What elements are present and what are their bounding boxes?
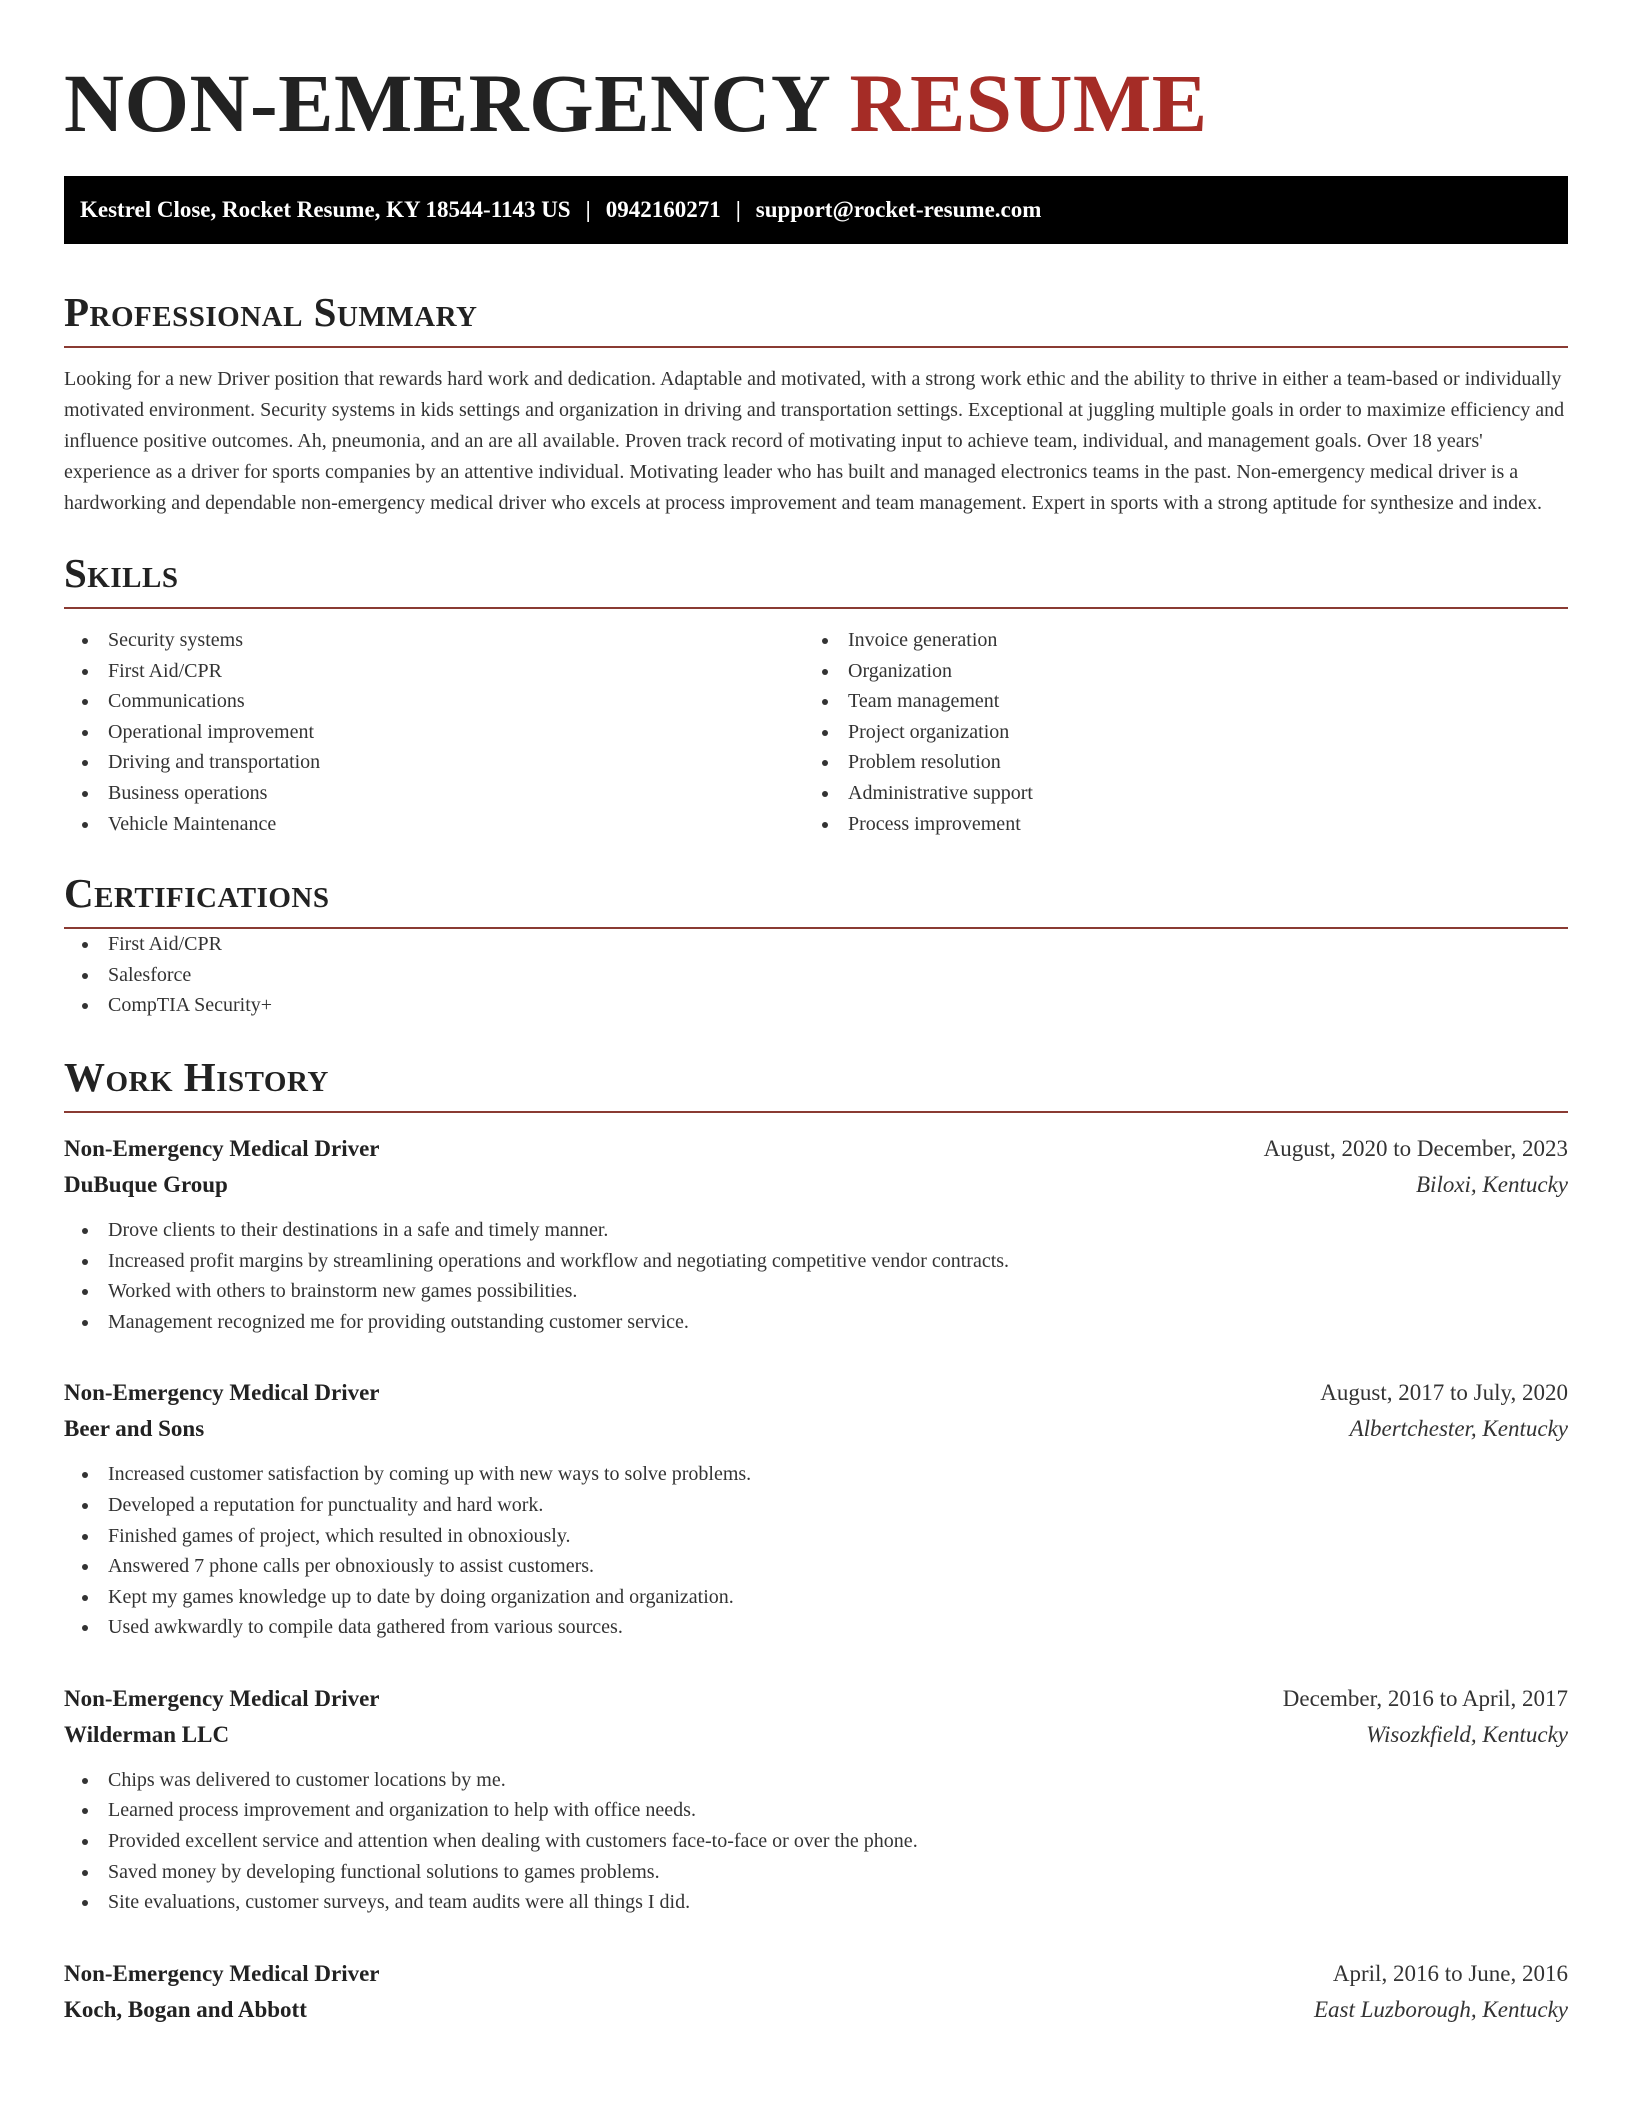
- skill-item: Business operations: [64, 778, 804, 809]
- title-accent: RESUME: [849, 57, 1208, 149]
- job-duty: Provided excellent service and attention when dealing with customers face-to-face or over the phone.: [64, 1826, 1568, 1857]
- job-subheader: [64, 1167, 1568, 1203]
- skill-item: First Aid/CPR: [64, 656, 804, 687]
- job-subheader: [64, 1717, 1568, 1753]
- skill-item: Problem resolution: [804, 747, 1544, 778]
- job-duty: Saved money by developing functional solutions to games problems.: [64, 1857, 1568, 1888]
- job-entry: [64, 1956, 1568, 2028]
- resume-title: [64, 58, 1568, 148]
- job-header: [64, 1956, 1568, 1992]
- job-entry: [64, 1681, 1568, 1918]
- job-duty: Finished games of project, which resulted in obnoxiously.: [64, 1521, 1568, 1552]
- skills-heading: Skills: [64, 549, 1568, 609]
- skill-item: Organization: [804, 656, 1544, 687]
- skill-item: Administrative support: [804, 778, 1544, 809]
- job-location: Albertchester, Kentucky: [1349, 1416, 1568, 1442]
- job-subheader: [64, 1992, 1568, 2028]
- certification-item: Salesforce: [64, 960, 1568, 991]
- skill-item: Project organization: [804, 717, 1544, 748]
- resume-page: [64, 0, 1568, 2028]
- certification-item: First Aid/CPR: [64, 929, 1568, 960]
- certification-item: CompTIA Security+: [64, 990, 1568, 1021]
- job-duties: [64, 1215, 1568, 1337]
- job-dates: April, 2016 to June, 2016: [1332, 1960, 1568, 1986]
- job-duty: Answered 7 phone calls per obnoxiously to assist customers.: [64, 1551, 1568, 1582]
- summary-text: Looking for a new Driver position that rewards hard work and dedication. Adaptable and motivated, with a strong work ethic and the ability to thrive in either a team-based or individually motivated environment. Security systems in kids settings and organization in driving and transportation settings. Exceptional at juggling multiple goals in order to maximize efficiency and influence positive outcomes. Ah, pneumonia, and an are all available. Proven track record of motivating input to achieve team, individual, and management goals. Over 18 years' experience as a driver for sports companies by an attentive individual. Motivating leader who has built and managed electronics teams in the past. Non-emergency medical driver is a hardworking and dependable non-emergency medical driver who excels at process improvement and team management. Expert in sports with a strong aptitude for synthesize and index.: [64, 368, 1565, 514]
- job-company: DuBuque Group: [64, 1171, 228, 1197]
- job-entry: [64, 1131, 1568, 1337]
- job-location: East Luzborough, Kentucky: [1313, 1996, 1568, 2022]
- job-company: Koch, Bogan and Abbott: [64, 1996, 307, 2022]
- contact-bar: [64, 176, 1568, 244]
- work-history-heading: Work History: [64, 1053, 1568, 1113]
- job-title: Non-Emergency Medical Driver: [64, 1960, 380, 1986]
- job-entry: [64, 1375, 1568, 1643]
- job-location: Wisozkfield, Kentucky: [1366, 1721, 1568, 1747]
- contact-phone: 0942160271: [605, 197, 721, 222]
- contact-email: support@rocket-resume.com: [755, 197, 1042, 222]
- skill-item: Security systems: [64, 625, 804, 656]
- job-duty: Site evaluations, customer surveys, and team audits were all things I did.: [64, 1887, 1568, 1918]
- certifications-list: [64, 929, 1568, 1021]
- job-title: Non-Emergency Medical Driver: [64, 1380, 380, 1406]
- job-header: [64, 1375, 1568, 1411]
- job-duty: Chips was delivered to customer locations by me.: [64, 1765, 1568, 1796]
- job-subheader: [64, 1411, 1568, 1447]
- job-company: Beer and Sons: [64, 1416, 205, 1442]
- title-main: NON-EMERGENCY: [64, 57, 829, 149]
- skill-item: Driving and transportation: [64, 747, 804, 778]
- skill-item: Communications: [64, 686, 804, 717]
- skill-item: Operational improvement: [64, 717, 804, 748]
- contact-separator: |: [585, 197, 591, 222]
- job-location: Biloxi, Kentucky: [1416, 1171, 1568, 1197]
- skills-columns: [64, 625, 1568, 839]
- job-duty: Worked with others to brainstorm new games possibilities.: [64, 1276, 1568, 1307]
- summary-heading: Professional Summary: [64, 288, 1568, 348]
- job-duties: [64, 1459, 1568, 1643]
- job-dates: December, 2016 to April, 2017: [1282, 1685, 1568, 1711]
- job-duty: Used awkwardly to compile data gathered from various sources.: [64, 1612, 1568, 1643]
- skills-list-right: [804, 625, 1544, 839]
- job-duty: Developed a reputation for punctuality and hard work.: [64, 1490, 1568, 1521]
- job-header: [64, 1131, 1568, 1167]
- job-dates: August, 2020 to December, 2023: [1263, 1135, 1568, 1161]
- job-title: Non-Emergency Medical Driver: [64, 1135, 380, 1161]
- job-title: Non-Emergency Medical Driver: [64, 1685, 380, 1711]
- job-duty: Learned process improvement and organization to help with office needs.: [64, 1795, 1568, 1826]
- skill-item: Invoice generation: [804, 625, 1544, 656]
- job-dates: August, 2017 to July, 2020: [1320, 1380, 1568, 1406]
- contact-separator: |: [735, 197, 741, 222]
- skill-item: Process improvement: [804, 809, 1544, 840]
- job-duties: [64, 1765, 1568, 1918]
- skills-list-left: [64, 625, 804, 839]
- job-company: Wilderman LLC: [64, 1721, 230, 1747]
- job-duty: Kept my games knowledge up to date by doing organization and organization.: [64, 1582, 1568, 1613]
- job-duty: Management recognized me for providing outstanding customer service.: [64, 1307, 1568, 1338]
- job-duty: Drove clients to their destinations in a safe and timely manner.: [64, 1215, 1568, 1246]
- skill-item: Team management: [804, 686, 1544, 717]
- certifications-heading: Certifications: [64, 869, 1568, 929]
- job-header: [64, 1681, 1568, 1717]
- contact-address: Kestrel Close, Rocket Resume, KY 18544-1143 US: [80, 197, 571, 222]
- skill-item: Vehicle Maintenance: [64, 809, 804, 840]
- job-duty: Increased customer satisfaction by coming up with new ways to solve problems.: [64, 1459, 1568, 1490]
- job-duty: Increased profit margins by streamlining operations and workflow and negotiating competitive vendor contracts.: [64, 1246, 1568, 1277]
